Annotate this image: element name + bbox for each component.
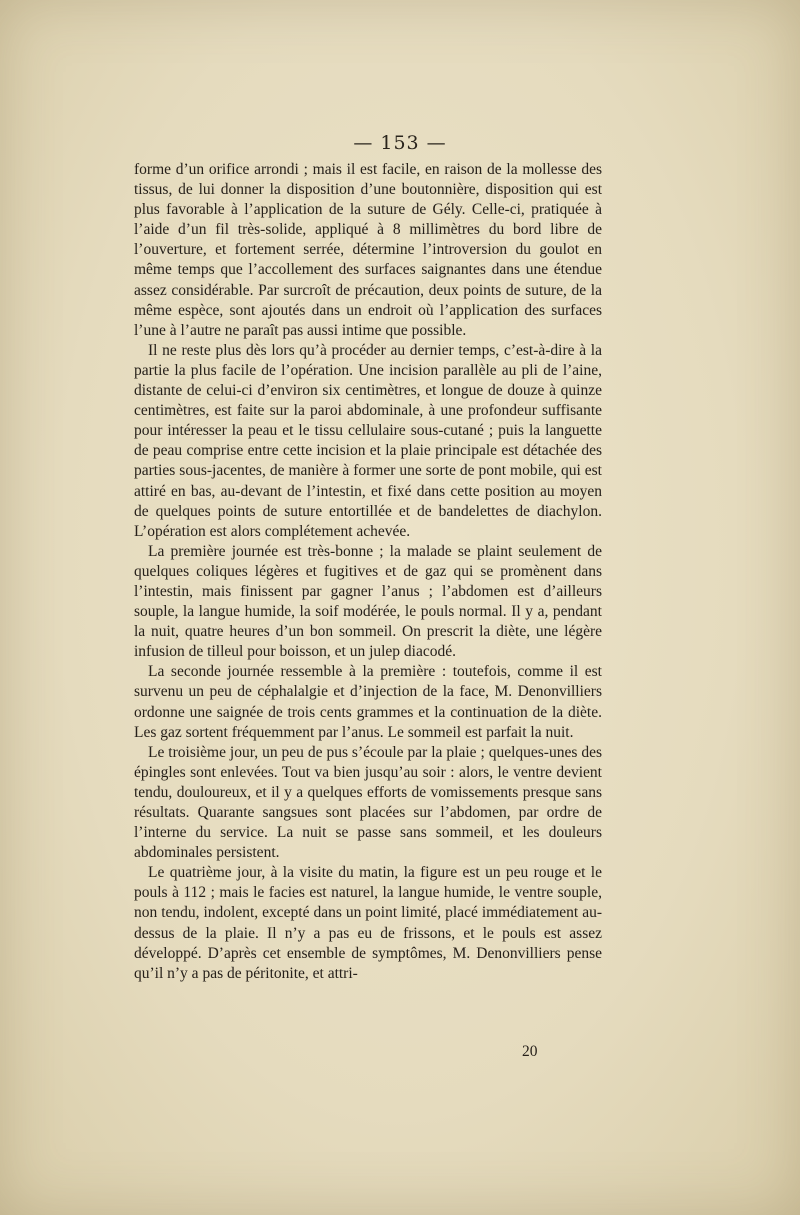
paragraph-6: Le quatrième jour, à la visite du matin, la figure est un peu rouge et le pouls à 112 ; mais le facies est naturel, la langue humide, le ventre souple, non tendu, indolent, excepté dans un point limité, placé immédiatement au-dessus de la plaie. Il n’y a pas eu de frissons, et le pouls est assez développé. D’après cet ensemble de symptômes, M. Denonvilliers pense qu’il n’y a pas de péritonite, et attri- xyxy=(134,864,602,982)
paragraph-2: Il ne reste plus dès lors qu’à procéder au dernier temps, c’est-à-dire à la partie la plus facile de l’opération. Une incision parallèle au pli de l’aine, distante de celui-ci d’environ six centimètres, et longue de douze à quinze centimètres, est faite sur la paroi abdominale, à une profondeur suffisante pour intéresser la peau et le tissu cellulaire sous-cutané ; puis la languette de peau comprise entre cette incision et la plaie principale est détachée des parties sous-jacentes, de manière à former une sorte de pont mobile, qui est attiré en bas, au-devant de l’intestin, et fixé dans cette position au moyen de quelques points de suture entortillée et de bandelettes de diachylon. L’opération est alors complétement achevée. xyxy=(134,341,602,540)
paragraph-5: Le troisième jour, un peu de pus s’écoule par la plaie ; quelques-unes des épingles sont enlevées. Tout va bien jusqu’au soir : alors, le ventre devient tendu, douloureux, et il y a quelques efforts de vomissements presque sans résultats. Quarante sangsues sont placées sur l’abdomen, par ordre de l’interne du service. La nuit se passe sans sommeil, et les douleurs abdominales persistent. xyxy=(134,743,602,862)
paragraph-4: La seconde journée ressemble à la première : toutefois, comme il est survenu un peu de céphalalgie et d’injection de la face, M. Denonvilliers ordonne une saignée de trois cents grammes et la continuation de la diète. Les gaz sortent fréquemment par l’anus. Le sommeil est parfait la nuit. xyxy=(134,663,602,741)
paragraph-1: forme d’un orifice arrondi ; mais il est facile, en raison de la mollesse des tissus, de lui donner la disposition d’une boutonnière, disposition qui est plus favorable à l’application de la suture de Gély. Celle-ci, pratiquée à l’aide d’un fil très-solide, appliqué à 8 millimètres du bord libre de l’ouverture, et fortement serrée, détermine l’introversion du goulot en même temps que l’accollement des surfaces saignantes dans une étendue assez considérable. Par surcroît de précaution, deux points de suture, de la même espèce, sont ajoutés dans un endroit où l’application des surfaces l’une à l’autre ne paraît pas aussi intime que possible. xyxy=(134,161,602,339)
page-number-header: — 153 — xyxy=(353,132,447,154)
paragraph-3: La première journée est très-bonne ; la malade se plaint seulement de quelques coliques légères et fugitives et de gaz qui se promènent dans l’intestin, mais finissent par gagner l’anus ; l’abdomen est d’ailleurs souple, la langue humide, la soif modérée, le pouls normal. Il y a, pendant la nuit, quatre heures d’un bon sommeil. On prescrit la diète, une légère infusion de tilleul pour boisson, et un julep diacodé. xyxy=(134,542,602,661)
body-text xyxy=(134,160,602,984)
printer-signature-mark: 20 xyxy=(522,1043,538,1060)
